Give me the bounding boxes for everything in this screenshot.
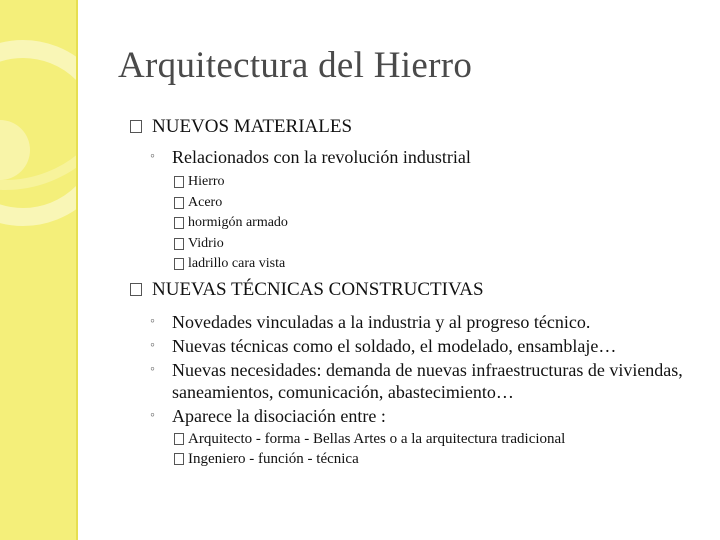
sub-list-item-text: Hierro bbox=[188, 174, 225, 189]
square-bullet-icon bbox=[174, 258, 184, 270]
ring-bullet-icon: ◦ bbox=[150, 407, 155, 423]
list-item-text: Relacionados con la revolución industrial bbox=[172, 147, 471, 167]
list-item bbox=[130, 311, 710, 333]
sub-list-item-text: hormigón armado bbox=[188, 215, 288, 230]
square-bullet-icon bbox=[174, 176, 184, 188]
ring-bullet-icon: ◦ bbox=[150, 149, 155, 164]
list-item bbox=[130, 359, 710, 403]
list-item bbox=[130, 335, 710, 357]
sub-list-item-text: Arquitecto - forma - Bellas Artes o a la arquitectura tradicional bbox=[188, 430, 566, 447]
square-bullet-icon bbox=[130, 120, 142, 133]
ring-bullet-icon: ◦ bbox=[150, 337, 155, 353]
decorative-sidebar bbox=[0, 0, 78, 540]
square-bullet-icon bbox=[174, 433, 184, 445]
sub-list-item bbox=[130, 213, 710, 234]
sub-list-item-text: Vidrio bbox=[188, 235, 224, 251]
square-bullet-icon bbox=[130, 283, 142, 296]
sidebar-edge bbox=[76, 0, 78, 540]
sub-list-item bbox=[130, 449, 710, 470]
sub-list-item bbox=[130, 254, 710, 275]
square-bullet-icon bbox=[174, 217, 184, 229]
square-bullet-icon bbox=[174, 453, 184, 465]
square-bullet-icon bbox=[174, 238, 184, 250]
list-item bbox=[130, 405, 710, 427]
slide-title: Arquitectura del Hierro bbox=[118, 45, 473, 86]
section-heading-text: NUEVOS MATERIALES bbox=[152, 116, 353, 137]
sub-list-item bbox=[130, 429, 710, 450]
list-item-text: Novedades vinculadas a la industria y al progreso técnico. bbox=[172, 311, 591, 332]
sub-list-item bbox=[130, 172, 710, 193]
section-heading bbox=[130, 114, 710, 140]
slide-content bbox=[130, 114, 710, 470]
section-heading bbox=[130, 277, 710, 303]
list-item-text: Nuevas técnicas como el soldado, el modelado, ensamblaje… bbox=[172, 335, 617, 356]
list-item-text: Aparece la disociación entre : bbox=[172, 405, 386, 426]
sub-list-item-text: Ingeniero - función - técnica bbox=[188, 451, 359, 467]
sub-list-item-text: ladrillo cara vista bbox=[188, 256, 286, 271]
square-bullet-icon bbox=[174, 197, 184, 209]
sub-list-item bbox=[130, 193, 710, 214]
ring-bullet-icon: ◦ bbox=[150, 361, 155, 377]
sub-list-item bbox=[130, 234, 710, 255]
list-item-text: Nuevas necesidades: demanda de nuevas infraestructuras de viviendas, saneamientos, comunicación, abastecimiento… bbox=[172, 359, 683, 402]
ring-bullet-icon: ◦ bbox=[150, 313, 155, 329]
section-heading-text: NUEVAS TÉCNICAS CONSTRUCTIVAS bbox=[152, 278, 484, 300]
sub-list-item-text: Acero bbox=[188, 194, 223, 210]
list-item bbox=[130, 146, 710, 168]
